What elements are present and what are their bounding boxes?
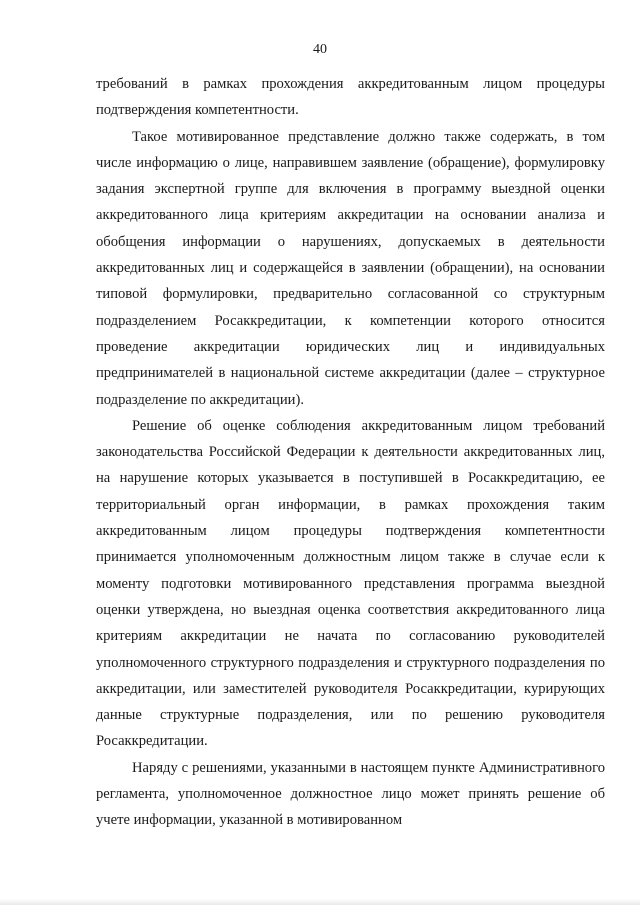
paragraph-alongside-decisions: Наряду с решениями, указанными в настоящем пункте Административного регламента, уполномоченное должностное лицо может принять решение об учете информации, указанной в мотивированном xyxy=(96,759,605,829)
paragraph-assessment-decision: Решение об оценке соблюдения аккредитованным лицом требований законодательства Российской Федерации к деятельности аккредитованных лиц, на нарушение которых указывается в поступившей в Росаккредитацию, ее территориальный орган информации, в рамках прохождения таким аккредитованным лицом процедуры подтверждения компетентности принимается уполномоченным должностным лицом также в случае если к моменту подготовки мотивированного представления программа выездной оценки утверждена, но выездная оценка соответствия аккредитованного лица критериям аккредитации не начата по согласованию руководителей уполномоченного структурного подразделения и структурного подразделения по аккредитации, или заместителей руководителя Росаккредитации, курирующих данные структурные подразделения, или по решению руководителя Росаккредитации. xyxy=(96,417,605,750)
document-body xyxy=(96,71,605,834)
paragraph-motivated-representation: Такое мотивированное представление должно также содержать, в том числе информацию о лице, направившем заявление (обращение), формулировку задания экспертной группе для включения в программу выездной оценки аккредитованного лица критериям аккредитации на основании анализа и обобщения информации о нарушениях, допускаемых в деятельности аккредитованных лиц и содержащейся в заявлении (обращении), на основании типовой формулировки, предварительно согласованной со структурным подразделением Росаккредитации, к компетенции которого относится проведение аккредитации юридических лиц и индивидуальных предпринимателей в национальной системе аккредитации (далее – структурное подразделение по аккредитации). xyxy=(96,128,605,408)
paragraph-continuation: требований в рамках прохождения аккредитованным лицом процедуры подтверждения компетентности. xyxy=(96,76,605,119)
page-number: 40 xyxy=(313,42,327,57)
scan-bottom-edge xyxy=(0,899,640,905)
